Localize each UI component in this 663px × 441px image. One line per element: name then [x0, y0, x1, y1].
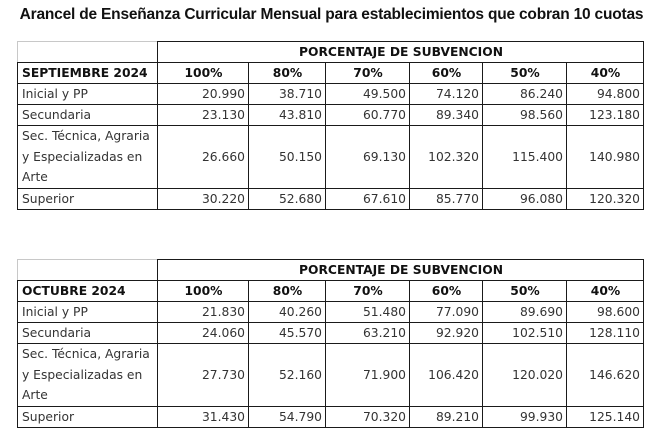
value-cell: 24.060: [158, 323, 249, 344]
table-row: [18, 188, 644, 209]
value-cell: 51.480: [326, 302, 410, 323]
value-cell: 20.990: [158, 84, 249, 105]
table-row: [18, 323, 644, 344]
month-header: OCTUBRE 2024: [18, 281, 158, 302]
value-cell: 40.260: [249, 302, 326, 323]
category-cell: Superior: [18, 406, 158, 427]
table-septiembre-2024: [17, 41, 644, 210]
value-cell: 21.830: [158, 302, 249, 323]
pct-header: 60%: [410, 281, 483, 302]
category-cell: Secundaria: [18, 323, 158, 344]
pct-header: 100%: [158, 281, 249, 302]
empty-corner-cell: [18, 42, 158, 63]
value-cell: 38.710: [249, 84, 326, 105]
value-cell: 106.420: [410, 344, 483, 407]
value-cell: 96.080: [483, 188, 567, 209]
pct-header: 40%: [567, 281, 644, 302]
value-cell: 120.020: [483, 344, 567, 407]
pct-header: 50%: [483, 281, 567, 302]
empty-corner-cell: [18, 260, 158, 281]
value-cell: 146.620: [567, 344, 644, 407]
pct-header: 60%: [410, 63, 483, 84]
table-row: [18, 105, 644, 126]
value-cell: 120.320: [567, 188, 644, 209]
value-cell: 125.140: [567, 406, 644, 427]
value-cell: 89.690: [483, 302, 567, 323]
pct-header: 70%: [326, 281, 410, 302]
table-row: [18, 302, 644, 323]
value-cell: 74.120: [410, 84, 483, 105]
subsidy-band-header: PORCENTAJE DE SUBVENCION: [158, 260, 644, 281]
value-cell: 77.090: [410, 302, 483, 323]
value-cell: 99.930: [483, 406, 567, 427]
category-cell: Superior: [18, 188, 158, 209]
value-cell: 52.160: [249, 344, 326, 407]
value-cell: 89.210: [410, 406, 483, 427]
header-row: [18, 281, 644, 302]
value-cell: 92.920: [410, 323, 483, 344]
category-cell: Sec. Técnica, Agraria y Especializadas en Arte: [18, 126, 158, 189]
category-cell: Inicial y PP: [18, 302, 158, 323]
value-cell: 43.810: [249, 105, 326, 126]
value-cell: 60.770: [326, 105, 410, 126]
value-cell: 86.240: [483, 84, 567, 105]
pct-header: 100%: [158, 63, 249, 84]
value-cell: 94.800: [567, 84, 644, 105]
table-row: [18, 406, 644, 427]
pct-header: 50%: [483, 63, 567, 84]
table-octubre-2024: [17, 259, 644, 428]
value-cell: 71.900: [326, 344, 410, 407]
value-cell: 31.430: [158, 406, 249, 427]
value-cell: 70.320: [326, 406, 410, 427]
value-cell: 50.150: [249, 126, 326, 189]
value-cell: 98.560: [483, 105, 567, 126]
band-row: [18, 260, 644, 281]
value-cell: 69.130: [326, 126, 410, 189]
category-cell: Secundaria: [18, 105, 158, 126]
value-cell: 49.500: [326, 84, 410, 105]
band-row: [18, 42, 644, 63]
value-cell: 102.510: [483, 323, 567, 344]
table-row: [18, 344, 644, 407]
document-title: Arancel de Enseñanza Curricular Mensual para establecimientos que cobran 10 cuotas: [19, 6, 644, 23]
table-row: [18, 126, 644, 189]
value-cell: 26.660: [158, 126, 249, 189]
subsidy-band-header: PORCENTAJE DE SUBVENCION: [158, 42, 644, 63]
value-cell: 27.730: [158, 344, 249, 407]
pct-header: 80%: [249, 63, 326, 84]
value-cell: 67.610: [326, 188, 410, 209]
value-cell: 54.790: [249, 406, 326, 427]
value-cell: 89.340: [410, 105, 483, 126]
value-cell: 115.400: [483, 126, 567, 189]
table-row: [18, 84, 644, 105]
category-cell: Inicial y PP: [18, 84, 158, 105]
header-row: [18, 63, 644, 84]
value-cell: 102.320: [410, 126, 483, 189]
value-cell: 85.770: [410, 188, 483, 209]
value-cell: 45.570: [249, 323, 326, 344]
pct-header: 40%: [567, 63, 644, 84]
value-cell: 98.600: [567, 302, 644, 323]
value-cell: 52.680: [249, 188, 326, 209]
value-cell: 30.220: [158, 188, 249, 209]
pct-header: 80%: [249, 281, 326, 302]
pct-header: 70%: [326, 63, 410, 84]
value-cell: 63.210: [326, 323, 410, 344]
value-cell: 140.980: [567, 126, 644, 189]
value-cell: 128.110: [567, 323, 644, 344]
value-cell: 123.180: [567, 105, 644, 126]
category-cell: Sec. Técnica, Agraria y Especializadas en Arte: [18, 344, 158, 407]
month-header: SEPTIEMBRE 2024: [18, 63, 158, 84]
value-cell: 23.130: [158, 105, 249, 126]
